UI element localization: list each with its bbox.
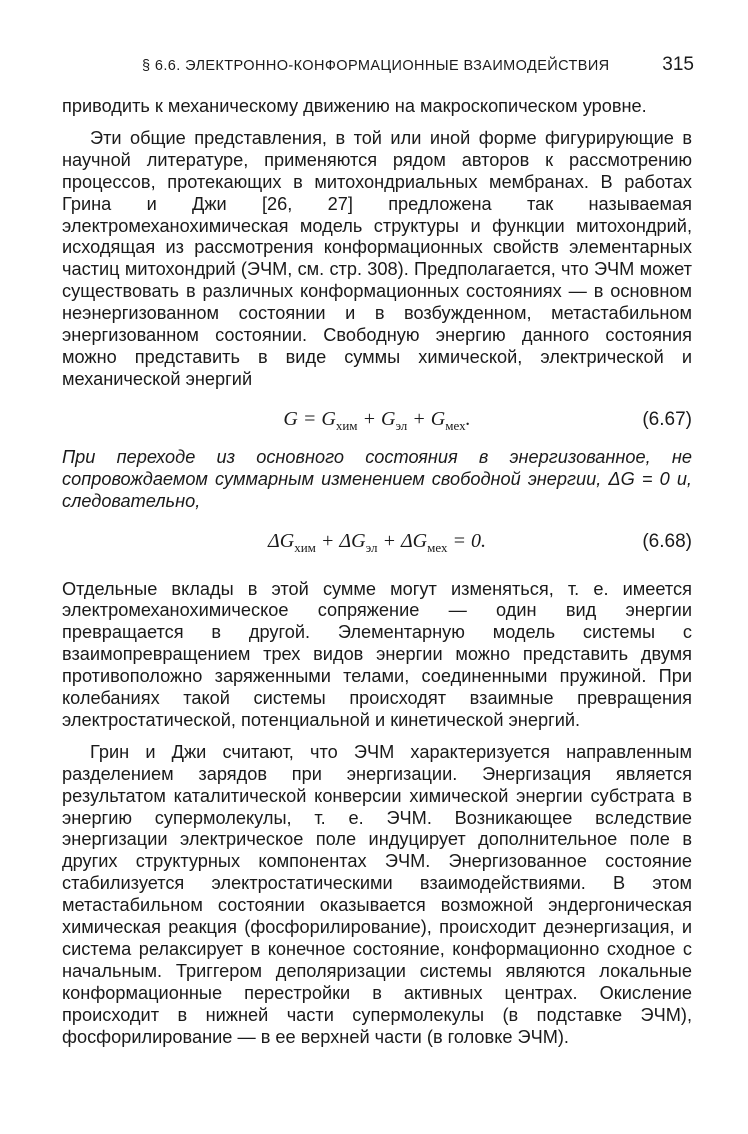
paragraph-ecm-model: Эти общие представления, в той или иной форме фигурирующие в научной литературе, применяются рядом авторов к рассмотрению процессов, протекающих в митохондриальных мембранах. В работах Грина и Джи [26, 27] предложена так называемая электромеханохимическая модель структуры и функции митохондрий, исходящая из рассмотрения конформационных свойств элементарных частиц митохондрий (ЭЧМ, см. стр. 308). Предполагается, что ЭЧМ может существовать в различных конформационных состояниях — в основном неэнергизованном состоянии и в возбужденном, метастабильном энергизованном состоянии. Свободную энергию данного состояния можно представить в виде суммы химической, электрической и механической энергий xyxy=(62,127,692,389)
equation-number: (6.68) xyxy=(642,530,692,552)
running-title: § 6.6. ЭЛЕКТРОННО-КОНФОРМАЦИОННЫЕ ВЗАИМОДЕЙСТВИЯ xyxy=(142,58,610,74)
equation-formula: $\Delta G_{хим} + \Delta G_{эл} + \Delta G_{мех} = 0$. xyxy=(268,529,486,555)
equation-formula: $G = G_{хим} + G_{эл} + G_{мех}$. xyxy=(283,407,471,433)
body-text xyxy=(62,96,692,1049)
page-header xyxy=(62,52,696,82)
equation-6-68 xyxy=(62,513,692,569)
equation-6-67 xyxy=(62,391,692,447)
page-number: 315 xyxy=(662,54,694,75)
paragraph-coupling: Отдельные вклады в этой сумме могут изменяться, т. е. имеется электромеханохимическое сопряжение — один вид энергии превращается в другой. Элементарную модель системы с взаимопревращением трех видов энергии можно представить двумя противоположно заряженными телами, соединенными пружиной. При колебаниях такой системы происходят взаимные превращения электростатической, потенциальной и кинетической энергий. xyxy=(62,578,692,730)
equation-number: (6.67) xyxy=(642,408,692,430)
paragraph-transition: При переходе из основного состояния в энергизованное, не сопровождаемом суммарным изменением свободной энергии, ΔG = 0 и, следовательно, xyxy=(62,446,692,511)
paragraph-green-ji: Грин и Джи считают, что ЭЧМ характеризуется направленным разделением зарядов при энергизации. Энергизация является результатом каталитической конверсии химической энергии субстрата в энергию супермолекулы, т. е. ЭЧМ. Возникающее вследствие энергизации электрическое поле индуцирует дополнительное поле в других структурных компонентах ЭЧМ. Энергизованное состояние стабилизуется электростатическими взаимодействиями. В этом метастабильном состоянии оказывается возможной эндергоническая химическая реакция (фосфорилирование), происходит деэнергизация, и система релаксирует в конечное состояние, конформационно сходное с начальным. Триггером деполяризации системы являются локальные конформационные перестройки в активных центрах. Окисление происходит в нижней части супермолекулы (в подставке ЭЧМ), фосфорилирование — в ее верхней части (в головке ЭЧМ). xyxy=(62,741,692,1047)
paragraph-continuation: приводить к механическому движению на макроскопическом уровне. xyxy=(62,96,647,116)
